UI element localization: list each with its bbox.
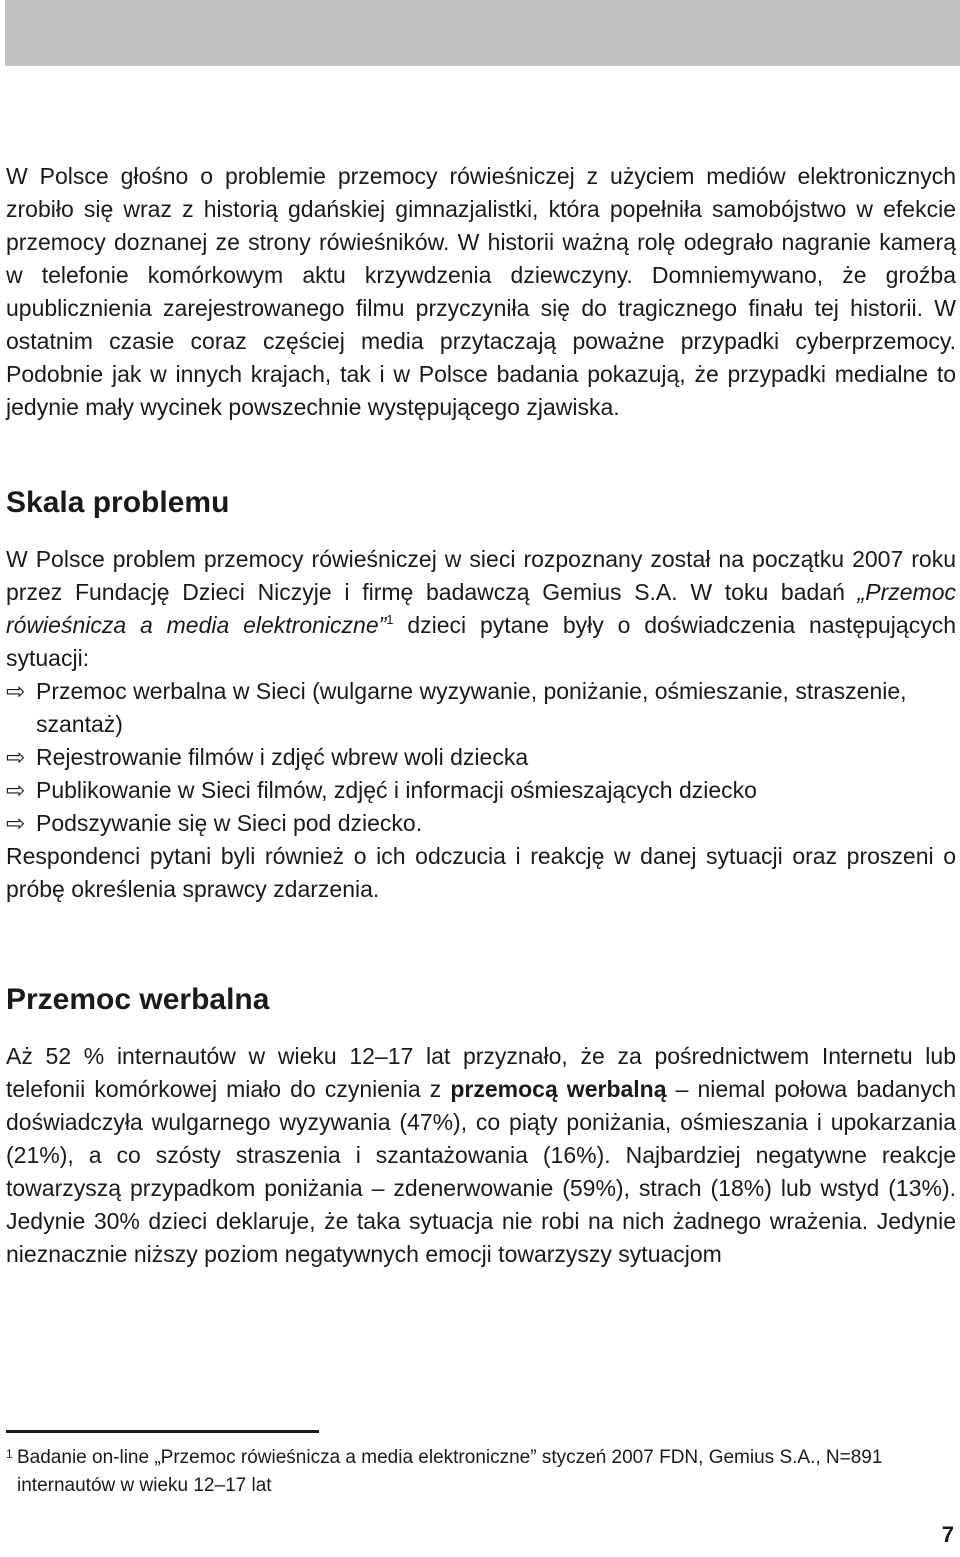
list-item-text: Publikowanie w Sieci filmów, zdjęć i informacji ośmieszających dziecko <box>36 777 757 803</box>
footnote-text: Badanie on-line „Przemoc rówieśnicza a media elektroniczne” styczeń 2007 FDN, Gemius S.A., N=891 internautów w wieku 12–17 lat <box>17 1447 883 1496</box>
footnote <box>6 1444 956 1500</box>
page-content <box>6 160 956 1271</box>
header-band <box>5 0 960 66</box>
list-item <box>6 774 956 807</box>
skala-text-after: dzieci pytane były o doświadczenia następujących sytuacji: <box>6 612 956 671</box>
list-item-text: Rejestrowanie filmów i zdjęć wbrew woli dziecka <box>36 744 529 770</box>
arrow-right-icon: ⇨ <box>6 678 26 704</box>
footnote-divider <box>6 1430 319 1433</box>
bold-term: przemocą werbalną <box>450 1076 667 1102</box>
arrow-right-icon: ⇨ <box>6 777 26 803</box>
werbalna-text-after: – niemal połowa badanych doświadczyła wulgarnego wyzywania (47%), co piąty poniżania, ośmieszania i upokarzania (21%), a co szósty straszenia i szantażowania (16%). Najbardziej negatywne reakcje towarzyszą przypadkom poniżania – zdenerwowanie (59%), strach (18%) lub wstyd (13%). Jedynie 30% dzieci deklaruje, że taka sytuacja nie robi na nich żadnego wrażenia. Jedynie nieznacznie niższy poziom negatywnych emocji towarzyszy sytuacjom <box>6 1076 956 1267</box>
list-item <box>6 807 956 840</box>
skala-closing: Respondenci pytani byli również o ich odczucia i reakcję w danej sytuacji oraz proszeni o próbę określenia sprawcy zdarzenia. <box>6 843 956 902</box>
arrow-right-icon: ⇨ <box>6 744 26 770</box>
footnote-number: 1 <box>6 1447 13 1461</box>
footnote-ref[interactable]: 1 <box>386 612 394 627</box>
page-number: 7 <box>941 1522 954 1547</box>
intro-paragraph: W Polsce głośno o problemie przemocy rówieśniczej z użyciem mediów elektronicznych zrobiło się wraz z historią gdańskiej gimnazjalistki, która popełniła samobójstwo w efekcie przemocy doznanej ze strony rówieśników. W historii ważną rolę odegrało nagranie kamerą w telefonie komórkowym aktu krzywdzenia dziewczyny. Domniemywano, że groźba upublicznienia zarejestrowanego filmu przyczyniła się do tragicznego finału tej historii. W ostatnim czasie coraz częściej media przytaczają poważne przypadki cyberprzemocy. Podobnie jak w innych krajach, tak i w Polsce badania pokazują, że przypadki medialne to jedynie mały wycinek powszechnie występującego zjawiska. <box>6 163 956 420</box>
arrow-right-icon: ⇨ <box>6 810 26 836</box>
list-item <box>6 741 956 774</box>
study-title: „Przemoc rówieśnicza a media elektroniczne” <box>6 579 956 638</box>
werbalna-text-before: Aż 52 % internautów w wieku 12–17 lat przyznało, że za pośrednictwem Internetu lub telefonii komórkowej miało do czynienia z <box>6 1043 956 1102</box>
section-heading-skala: Skala problemu <box>6 486 230 519</box>
skala-paragraph <box>6 543 956 675</box>
list-item <box>6 675 956 741</box>
werbalna-paragraph <box>6 1040 956 1271</box>
skala-text-before: W Polsce problem przemocy rówieśniczej w sieci rozpoznany został na początku 2007 roku przez Fundację Dzieci Niczyje i firmę badawczą Gemius S.A. W toku badań <box>6 546 956 605</box>
list-item-text: Przemoc werbalna w Sieci (wulgarne wyzywanie, poniżanie, ośmieszanie, straszenie, szantaż) <box>36 678 907 737</box>
list-item-text: Podszywanie się w Sieci pod dziecko. <box>36 810 423 836</box>
situations-list <box>6 675 956 840</box>
section-heading-werbalna: Przemoc werbalna <box>6 983 270 1016</box>
